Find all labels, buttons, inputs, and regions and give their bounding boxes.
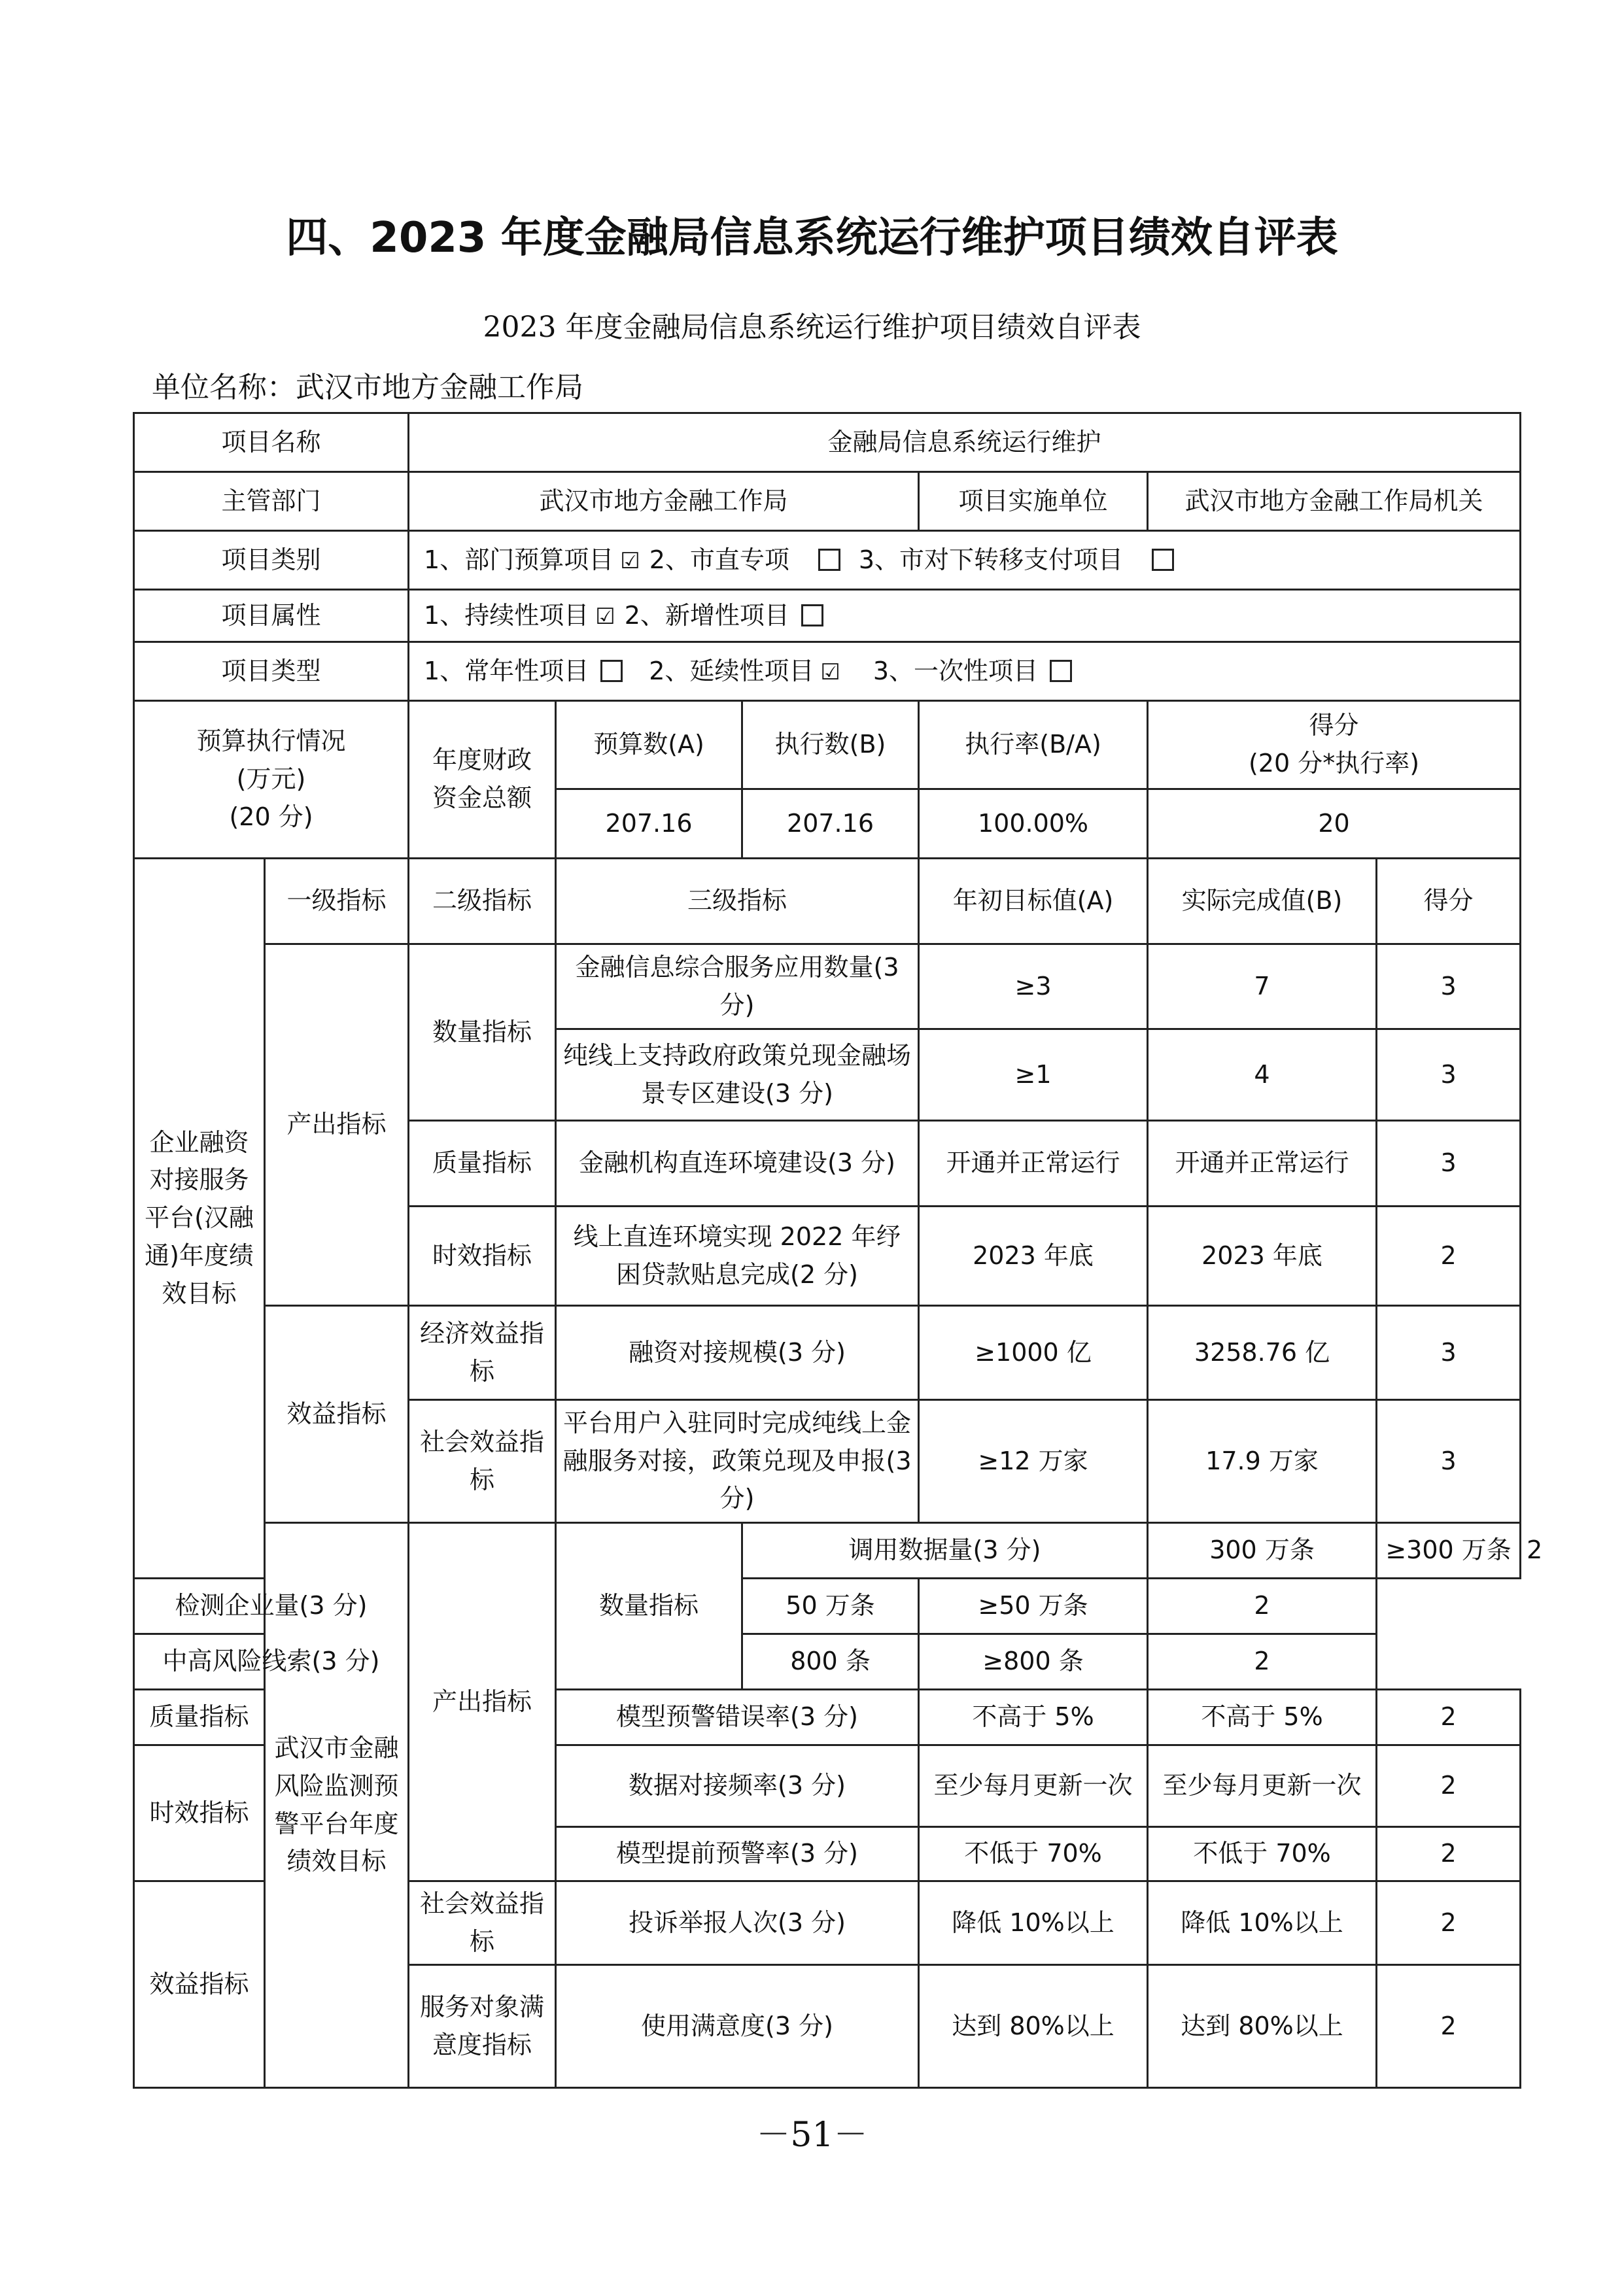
category-label: 项目类别: [134, 531, 409, 590]
attribute-opt1-label: 1、持续性项目: [424, 600, 589, 630]
indicator-l3: 平台用户入驻同时完成纯线上金融服务对接，政策兑现及申报(3 分): [556, 1400, 919, 1523]
budget-a-value: 207.16: [556, 789, 742, 859]
section-a-name: 企业融资对接服务平台(汉融通)年度绩效目标: [134, 859, 265, 1579]
indicator-l3: 使用满意度(3 分): [556, 1965, 919, 2088]
row-budget-header: [134, 701, 1521, 789]
actual-value: 2023 年底: [1148, 1207, 1377, 1306]
actual-value: 开通并正常运行: [1148, 1121, 1377, 1207]
row-attribute: [134, 590, 1521, 642]
score-value: 3: [1377, 1400, 1521, 1523]
section-b-benefit: 效益指标: [134, 1881, 265, 2088]
budget-label-line3: (20 分): [229, 802, 313, 831]
actual-value: 不低于 70%: [1148, 1827, 1377, 1881]
table-row: [134, 944, 1521, 1029]
checkbox-icon[interactable]: [801, 604, 823, 626]
budget-label-line2: (万元): [236, 764, 306, 794]
checked-box-icon[interactable]: ☑: [620, 547, 640, 574]
section-a-economic: 经济效益指标: [409, 1306, 556, 1400]
score-value: 2: [1377, 1207, 1521, 1306]
attribute-opt2-label: 2、新增性项目: [624, 600, 789, 630]
target-value: ≥12 万家: [919, 1400, 1148, 1523]
section-a-quantity: 数量指标: [409, 944, 556, 1121]
row-dept: [134, 472, 1521, 531]
unit-name-label: 单位名称：: [152, 371, 296, 404]
page-title: 四、2023 年度金融局信息系统运行维护项目绩效自评表: [286, 214, 1338, 262]
indicator-l3: 纯线上支持政府政策兑现金融场景专区建设(3 分): [556, 1029, 919, 1121]
fund-total-line1: 年度财政: [432, 745, 532, 775]
target-value: 达到 80%以上: [919, 1965, 1148, 2088]
section-a-output: 产出指标: [265, 944, 409, 1306]
type-opt3-label: 3、一次性项目: [872, 656, 1039, 685]
fund-total-line2: 资金总额: [432, 783, 532, 812]
exec-rate-value: 100.00%: [919, 789, 1148, 859]
score-value: 2: [1377, 1965, 1521, 2088]
checked-box-icon[interactable]: ☑: [595, 603, 615, 630]
indicator-l3: 投诉举报人次(3 分): [556, 1881, 919, 1965]
target-value: ≥1000 亿: [919, 1306, 1148, 1400]
dept-label: 主管部门: [134, 472, 409, 531]
page-number: －51－: [756, 2116, 868, 2155]
indicator-l3: 线上直连环境实现 2022 年纾困贷款贴息完成(2 分): [556, 1207, 919, 1306]
dept-value: 武汉市地方金融工作局: [409, 472, 919, 531]
section-b-output: 产出指标: [409, 1523, 556, 1881]
actual-value: 降低 10%以上: [1148, 1881, 1377, 1965]
attribute-options: [409, 590, 1521, 642]
category-options: [409, 531, 1521, 590]
header-level1: 一级指标: [265, 859, 409, 944]
actual-value: ≥50 万条: [919, 1579, 1148, 1634]
fund-total-label: [409, 701, 556, 859]
indicator-l3: 金融机构直连环境建设(3 分): [556, 1121, 919, 1207]
score-value: 3: [1377, 944, 1521, 1029]
section-b-quality: 质量指标: [134, 1690, 265, 1745]
budget-score-header: [1148, 701, 1521, 789]
indicator-l3: 模型提前预警率(3 分): [556, 1827, 919, 1881]
table-title: 2023 年度金融局信息系统运行维护项目绩效自评表: [483, 311, 1141, 344]
checkbox-icon[interactable]: [600, 660, 623, 682]
category-opt1-label: 1、部门预算项目: [424, 545, 614, 574]
indicator-l3: 调用数据量(3 分): [742, 1523, 1148, 1579]
actual-value: ≥800 条: [919, 1634, 1148, 1690]
target-value: 300 万条: [1148, 1523, 1377, 1579]
actual-value: 3258.76 亿: [1148, 1306, 1377, 1400]
actual-value: 至少每月更新一次: [1148, 1745, 1377, 1827]
header-level3: 三级指标: [556, 859, 919, 944]
budget-label: [134, 701, 409, 859]
actual-value: ≥300 万条: [1377, 1523, 1521, 1579]
score-value: 2: [1148, 1579, 1377, 1634]
score-value: 2: [1377, 1827, 1521, 1881]
type-opt1-label: 1、常年性项目: [424, 656, 589, 685]
table-row: [134, 1579, 1521, 1634]
score-value: 3: [1377, 1029, 1521, 1121]
indicator-l3: 数据对接频率(3 分): [556, 1745, 919, 1827]
table-row: 武汉市金融风险监测预警平台年度绩效目标 产出指标 数量指标 调用数据量(3 分) 300 万条 ≥300 万条 2: [134, 1523, 1521, 1579]
actual-value: 7: [1148, 944, 1377, 1029]
checkbox-icon[interactable]: [818, 549, 840, 571]
section-b-timeliness: 时效指标: [134, 1745, 265, 1881]
unit-name-value: 武汉市地方金融工作局: [296, 371, 583, 404]
row-type: [134, 642, 1521, 701]
score-value: 3: [1377, 1306, 1521, 1400]
section-a-benefit: 效益指标: [265, 1306, 409, 1523]
unit-name: [152, 368, 583, 407]
exec-b-header: 执行数(B): [742, 701, 919, 789]
impl-unit-label: 项目实施单位: [919, 472, 1148, 531]
actual-value: 达到 80%以上: [1148, 1965, 1377, 2088]
section-b-satisfaction: 服务对象满意度指标: [409, 1965, 556, 2088]
indicator-l3: 中高风险线索(3 分): [134, 1634, 409, 1690]
score-value: 2: [1377, 1690, 1521, 1745]
category-opt2-label: 2、市直专项: [649, 545, 789, 574]
table-row: [134, 1634, 1521, 1690]
checked-box-icon[interactable]: ☑: [820, 659, 840, 685]
header-actual: 实际完成值(B): [1148, 859, 1377, 944]
type-opt2-label: 2、延续性项目: [649, 656, 814, 685]
indicator-l3: 检测企业量(3 分): [134, 1579, 409, 1634]
project-name-label: 项目名称: [134, 413, 409, 472]
header-target: 年初目标值(A): [919, 859, 1148, 944]
section-a-social: 社会效益指标: [409, 1400, 556, 1523]
table-row: [134, 1306, 1521, 1400]
row-category: [134, 531, 1521, 590]
target-value: 50 万条: [742, 1579, 919, 1634]
type-options: [409, 642, 1521, 701]
section-a-timeliness: 时效指标: [409, 1207, 556, 1306]
row-indicator-header: [134, 859, 1521, 944]
checkbox-icon[interactable]: [1050, 660, 1072, 682]
score-value: 3: [1377, 1121, 1521, 1207]
score-value: 2: [1377, 1881, 1521, 1965]
indicator-l3: 融资对接规模(3 分): [556, 1306, 919, 1400]
target-value: 不低于 70%: [919, 1827, 1148, 1881]
exec-b-value: 207.16: [742, 789, 919, 859]
header-level2: 二级指标: [409, 859, 556, 944]
score-value: 2: [1377, 1745, 1521, 1827]
target-value: ≥1: [919, 1029, 1148, 1121]
checkbox-icon[interactable]: [1152, 549, 1174, 571]
section-b-social: 社会效益指标: [409, 1881, 556, 1965]
target-value: 800 条: [742, 1634, 919, 1690]
target-value: 至少每月更新一次: [919, 1745, 1148, 1827]
section-a-quality: 质量指标: [409, 1121, 556, 1207]
exec-rate-header: 执行率(B/A): [919, 701, 1148, 789]
target-value: ≥3: [919, 944, 1148, 1029]
target-value: 2023 年底: [919, 1207, 1148, 1306]
section-b-quantity: 数量指标: [556, 1523, 742, 1690]
actual-value: 4: [1148, 1029, 1377, 1121]
budget-a-header: 预算数(A): [556, 701, 742, 789]
indicator-l3: 模型预警错误率(3 分): [556, 1690, 919, 1745]
budget-label-line1: 预算执行情况: [196, 727, 346, 756]
row-project-name: [134, 413, 1521, 472]
budget-score-value: 20: [1148, 789, 1521, 859]
header-score: 得分: [1377, 859, 1521, 944]
category-opt3-label: 3、市对下转移支付项目: [858, 545, 1124, 574]
actual-value: 不高于 5%: [1148, 1690, 1377, 1745]
performance-table: [133, 412, 1543, 2089]
impl-unit-value: 武汉市地方金融工作局机关: [1148, 472, 1521, 531]
score-value: 2: [1148, 1634, 1377, 1690]
project-name-value: 金融局信息系统运行维护: [409, 413, 1521, 472]
target-value: 降低 10%以上: [919, 1881, 1148, 1965]
target-value: 不高于 5%: [919, 1690, 1148, 1745]
section-b-name: 武汉市金融风险监测预警平台年度绩效目标: [265, 1523, 409, 2088]
type-label: 项目类型: [134, 642, 409, 701]
budget-score-header-line1: 得分: [1309, 711, 1359, 740]
budget-score-header-line2: (20 分*执行率): [1248, 749, 1420, 778]
attribute-label: 项目属性: [134, 590, 409, 642]
target-value: 开通并正常运行: [919, 1121, 1148, 1207]
indicator-l3: 金融信息综合服务应用数量(3 分): [556, 944, 919, 1029]
actual-value: 17.9 万家: [1148, 1400, 1377, 1523]
